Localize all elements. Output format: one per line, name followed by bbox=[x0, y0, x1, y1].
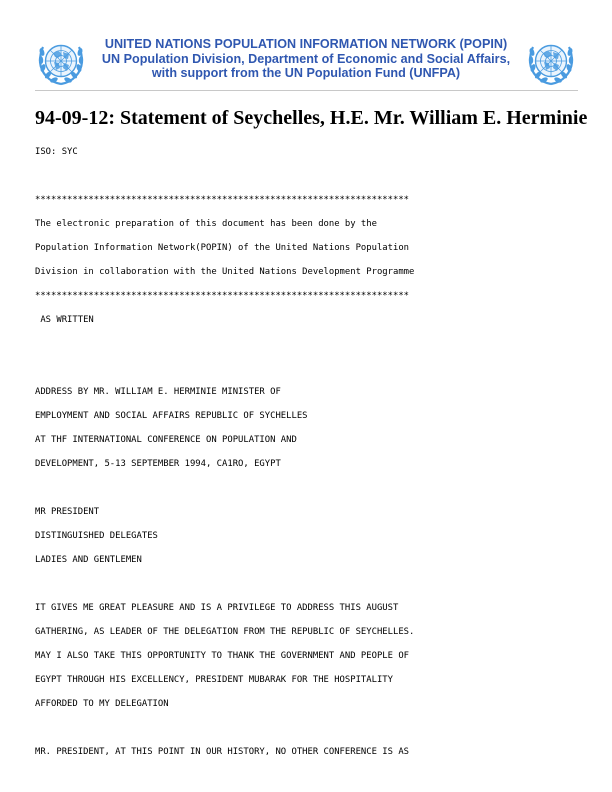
text-line: DISTINGUISHED DELEGATES bbox=[35, 531, 158, 541]
text-line: ADDRESS BY MR. WILLIAM E. HERMINIE MINISTER OF bbox=[35, 387, 281, 397]
header-divider bbox=[35, 90, 578, 91]
text-line: Division in collaboration with the United Nations Development Programme bbox=[35, 267, 415, 277]
header-text bbox=[92, 37, 520, 81]
text-line: AT THF INTERNATIONAL CONFERENCE ON POPULATION AND bbox=[35, 435, 297, 445]
text-line: EGYPT THROUGH HIS EXCELLENCY, PRESIDENT MUBARAK FOR THE HOSPITALITY bbox=[35, 675, 393, 685]
header-line-3: with support from the UN Population Fund (UNFPA) bbox=[151, 66, 461, 81]
text-line: ********************************************************************** bbox=[35, 291, 410, 301]
un-emblem-icon bbox=[37, 38, 85, 86]
text-line: MR PRESIDENT bbox=[35, 507, 100, 517]
text-line: Population Information Network(POPIN) of the United Nations Population bbox=[35, 243, 410, 253]
text-line: GATHERING, AS LEADER OF THE DELEGATION FROM THE REPUBLIC OF SEYCHELLES. bbox=[35, 627, 415, 637]
text-line: EMPLOYMENT AND SOCIAL AFFAIRS REPUBLIC OF SYCHELLES bbox=[35, 411, 308, 421]
text-line: ********************************************************************** bbox=[35, 195, 410, 205]
text-line: AFFORDED TO MY DELEGATION bbox=[35, 699, 169, 709]
text-line: MAY I ALSO TAKE THIS OPPORTUNITY TO THANK THE GOVERNMENT AND PEOPLE OF bbox=[35, 651, 410, 661]
text-line: AS WRITTEN bbox=[35, 315, 94, 325]
text-line: MR. PRESIDENT, AT THIS POINT IN OUR HISTORY, NO OTHER CONFERENCE IS AS bbox=[35, 747, 410, 757]
un-emblem-icon bbox=[527, 38, 575, 86]
header-line-1: UNITED NATIONS POPULATION INFORMATION NETWORK (POPIN) bbox=[104, 37, 508, 51]
header-line-2: UN Population Division, Department of Economic and Social Affairs, bbox=[101, 51, 511, 66]
popin-header bbox=[0, 34, 612, 92]
text-line: IT GIVES ME GREAT PLEASURE AND IS A PRIVILEGE TO ADDRESS THIS AUGUST bbox=[35, 603, 399, 613]
text-line: ISO: SYC bbox=[35, 147, 78, 157]
text-line: The electronic preparation of this document has been done by the bbox=[35, 219, 377, 229]
text-line: DEVELOPMENT, 5-13 SEPTEMBER 1994, CA1RO, EGYPT bbox=[35, 459, 281, 469]
page-title: 94-09-12: Statement of Seychelles, H.E. Mr. William E. Herminie bbox=[35, 107, 588, 129]
text-line: LADIES AND GENTLEMEN bbox=[35, 555, 142, 565]
